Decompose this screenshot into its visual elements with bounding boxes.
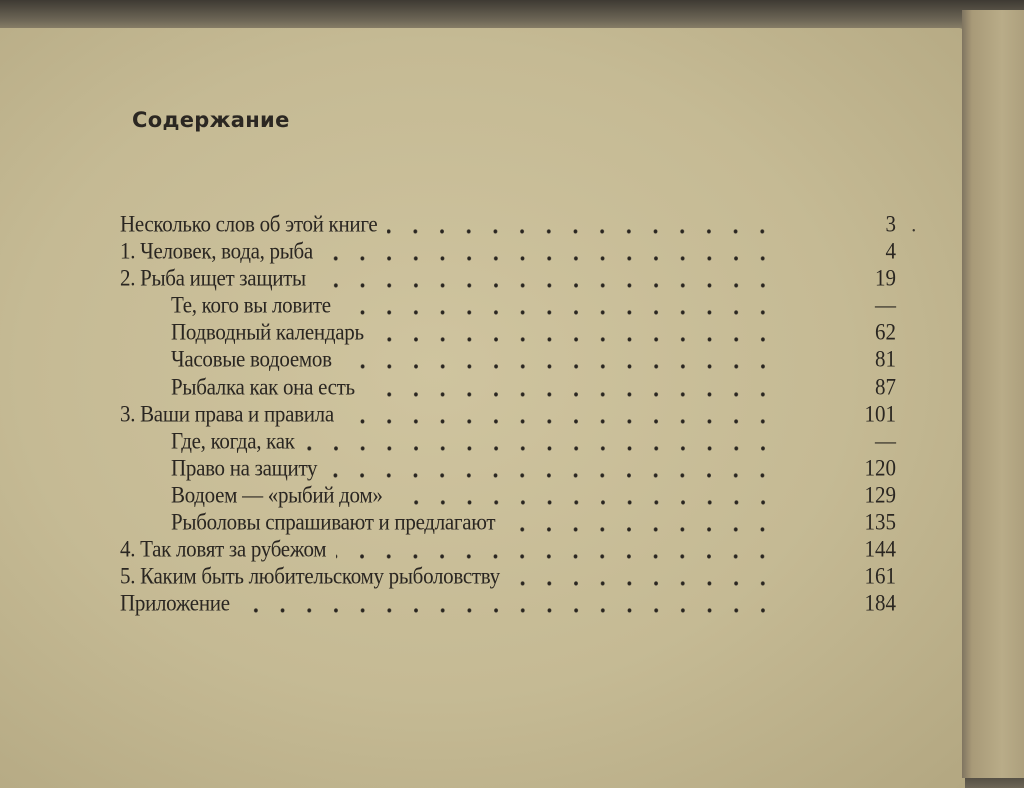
dot-leader <box>327 472 776 478</box>
toc-entry-title: Право на защиту <box>171 454 318 481</box>
toc-entry-page: 19 <box>875 265 896 292</box>
toc-entry-title: Рыболовы спрашивают и предлагают <box>171 508 496 535</box>
toc-entry-page: 3 <box>885 210 896 237</box>
toc-entry-page: 4 <box>885 238 896 264</box>
dot-leader <box>387 228 776 234</box>
toc-entry-title: Подводный календарь <box>171 319 364 346</box>
dot-leader <box>316 282 776 288</box>
dot-leader <box>305 444 776 450</box>
facing-page-edge <box>962 10 1024 778</box>
dot-leader <box>510 580 776 586</box>
toc-entry-title: 1. Человек, вода, рыба <box>120 238 313 264</box>
toc-entry <box>120 401 896 430</box>
dot-leader <box>342 363 776 369</box>
toc-entry-title: Часовые водоемов <box>171 346 332 373</box>
toc-entry-page: 101 <box>864 400 896 427</box>
toc-entry <box>120 455 896 484</box>
toc-entry <box>120 346 896 375</box>
toc-entry-page: 87 <box>875 373 896 400</box>
dot-leader <box>374 336 776 342</box>
dot-leader <box>505 526 776 532</box>
toc-entry <box>120 482 896 511</box>
toc-entry-page: 81 <box>875 346 896 373</box>
toc-entry <box>120 563 896 592</box>
dot-leader <box>341 309 776 315</box>
dot-leader <box>336 553 776 559</box>
toc-entry-title: Водоем — «рыбий дом» <box>171 481 383 508</box>
toc-entry-page: 62 <box>875 319 896 346</box>
dot-leader <box>365 390 776 396</box>
ink-speck: • <box>912 226 916 237</box>
toc-entry <box>120 265 896 294</box>
toc-entry-page: — <box>875 427 896 454</box>
contents-heading: Содержание <box>132 108 290 132</box>
toc-entry-page: 129 <box>864 481 896 508</box>
toc-entry <box>120 373 896 402</box>
dot-leader <box>393 499 776 505</box>
toc-entry <box>120 590 896 619</box>
toc-entry-title: 3. Ваши права и правила <box>120 400 334 427</box>
toc-entry-title: Приложение <box>120 590 230 617</box>
toc-entry-page: 144 <box>864 536 896 562</box>
toc-entry-page: 135 <box>864 508 896 535</box>
dot-leader <box>344 417 776 423</box>
table-of-contents <box>120 212 896 618</box>
toc-entry <box>120 292 896 321</box>
toc-entry-page: 184 <box>864 590 896 617</box>
toc-entry-title: Те, кого вы ловите <box>171 292 331 319</box>
toc-entry-page: 161 <box>864 563 896 590</box>
dot-leader <box>323 255 776 261</box>
toc-entry-title: 5. Каким быть любительскому рыболовству <box>120 563 500 590</box>
toc-entry-title: Рыбалка как она есть <box>171 373 355 400</box>
toc-entry-page: — <box>875 292 896 319</box>
toc-entry-page: 120 <box>864 454 896 481</box>
toc-entry <box>120 238 896 267</box>
toc-entry <box>120 509 896 538</box>
toc-entry <box>120 319 896 348</box>
toc-entry <box>120 428 896 457</box>
toc-entry <box>120 536 896 565</box>
dot-leader <box>240 607 776 613</box>
toc-entry-title: Где, когда, как <box>171 427 295 454</box>
toc-entry-title: 4. Так ловят за рубежом <box>120 536 327 562</box>
toc-entry <box>120 211 896 240</box>
toc-entry-title: Несколько слов об этой книге <box>120 210 378 237</box>
toc-entry-title: 2. Рыба ищет защиты <box>120 265 306 292</box>
